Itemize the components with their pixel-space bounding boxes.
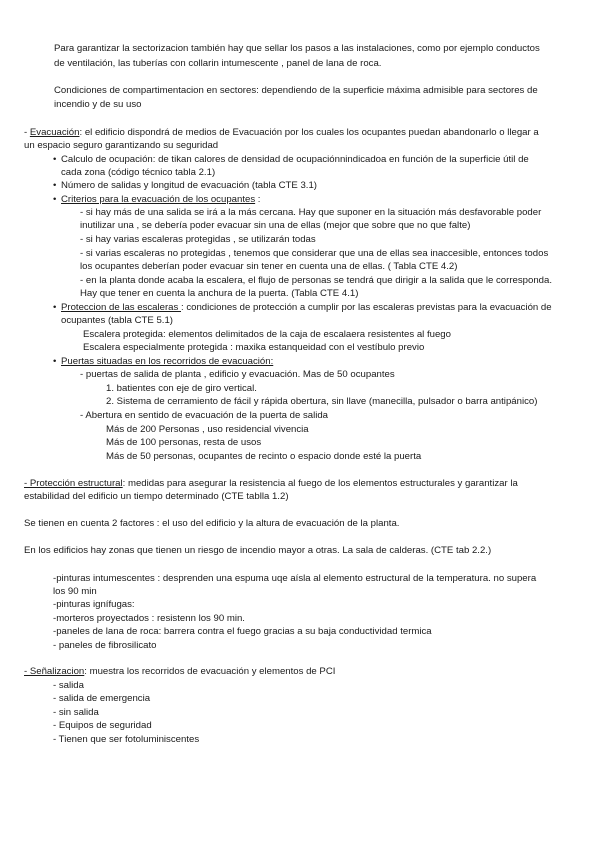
proteccion-heading: - Protección estructural [24, 478, 123, 489]
evacuacion-heading: Evacuación [29, 127, 80, 138]
evacuacion-line1: - Evacuación: el edificio dispondrá de medios de Evacuación por los cuales los ocupantes puedan abandonarlo o llegar a [24, 127, 539, 138]
criterio-1-line2: inutilizar una , se debería poder evacuar sin una de ellas (mejor que sobre que no que falte) [80, 220, 471, 231]
criterio-1-line1: - si hay más de una salida se irá a la más cercana. Hay que suponer en la situación más desfavorable poder [80, 207, 542, 218]
criterio-2: - si hay varias escaleras protegidas , se utilizarán todas [80, 234, 316, 245]
criterio-3-line1: - si varias escaleras no protegidas , tenemos que considerar que una de ellas sea inaccesible, entonces todos [80, 248, 549, 259]
senalizacion-line: - Señalizacion: muestra los recorridos de evacuación y elementos de PCI [24, 666, 336, 677]
zonas-paragraph: En los edificios hay zonas que tienen un riesgo de incendio mayor a otras. La sala de calderas. (CTE tab 2.2.) [24, 545, 492, 556]
paneles-lana-roca: -paneles de lana de roca: barrera contra el fuego gracias a su baja conductividad termica [53, 626, 432, 637]
bullet-proteccion-escaleras-line2: ocupantes (tabla CTE 5.1) [61, 315, 173, 326]
senal-item: - salida de emergencia [53, 693, 151, 704]
puertas-salida-2: 2. Sistema de cerramiento de fácil y rápida obertura, sin llave (manecilla, pulsador o barra antipánico) [106, 396, 538, 407]
pinturas-ignifugas: -pinturas ignífugas: [53, 599, 135, 610]
bullet-puertas: • Puertas situadas en los recorridos de evacuación: [61, 355, 273, 369]
abertura-200: Más de 200 Personas , uso residencial vivencia [106, 424, 309, 435]
proteccion-line2: estabilidad del edificio un tiempo determinado (CTE tablla 1.2) [24, 491, 289, 502]
intro-p2-line1: Condiciones de compartimentacion en sectores: dependiendo de la superficie máxima admisible para sectores de [54, 85, 538, 96]
senal-item: - sin salida [53, 707, 99, 718]
intro-p1-line1: Para garantizar la sectorizacion también hay que sellar los pasos a las instalaciones, como por ejemplo conductos [54, 43, 540, 54]
morteros-proyectados: -morteros proyectados : resistenn los 90 min. [53, 613, 245, 624]
pinturas-intumescentes-line2: los 90 min [53, 586, 97, 597]
evacuacion-line2: un espacio seguro garantizando su seguridad [24, 140, 219, 151]
intro-p2-line2: incendio y de su uso [54, 99, 142, 110]
escalera-especialmente-protegida: Escalera especialmente protegida : maxika estanqueidad con el vestíbulo previo [83, 342, 425, 353]
senalizacion-heading: - Señalizacion [24, 666, 85, 677]
abertura-100: Más de 100 personas, resta de usos [106, 437, 262, 448]
bullet-numero-salidas: • Número de salidas y longitud de evacuación (tabla CTE 3.1) [61, 179, 317, 193]
puertas-salida: - puertas de salida de planta , edificio y evacuación. Mas de 50 ocupantes [80, 369, 395, 380]
pinturas-intumescentes-line1: -pinturas intumescentes : desprenden una espuma uqe aísla al elemento estructural de la temperatura. no supera [53, 573, 537, 584]
bullet-calculo-line1: • Calculo de ocupación: de tikan calores de densidad de ocupaciónnindicadoa en función de la superficie útil de [61, 153, 529, 167]
escalera-protegida: Escalera protegida: elementos delimitados de la caja de escalaera resistentes al fuego [83, 329, 451, 340]
criterio-4-line2: Hay que tener en cuenta la anchura de la puerta. (Tabla CTE 4.1) [80, 288, 359, 299]
senal-item: - salida [53, 680, 84, 691]
senal-item: - Tienen que ser fotoluminiscentes [53, 734, 200, 745]
paneles-fibrosilicato: - paneles de fibrosilicato [53, 640, 157, 651]
bullet-calculo-line2: cada zona (código técnico tabla 2.1) [61, 167, 216, 178]
abertura-sentido: - Abertura en sentido de evacuación de la puerta de salida [80, 410, 329, 421]
puertas-salida-1: 1. batientes con eje de giro vertical. [106, 383, 257, 394]
abertura-50: Más de 50 personas, ocupantes de recinto o espacio donde esté la puerta [106, 451, 422, 462]
intro-p1-line2: de ventilación, las tuberías con collarin intumescente , panel de lana de roca. [54, 58, 382, 69]
criterio-3-line2: los ocupantes deberían poder evacuar sin tener en cuenta una de ellas. ( Tabla CTE 4.2) [80, 261, 458, 272]
factores-paragraph: Se tienen en cuenta 2 factores : el uso del edificio y la altura de evacuación de la planta. [24, 518, 400, 529]
bullet-criterios: • Criterios para la evacuación de los ocupantes : [61, 193, 260, 207]
bullet-proteccion-escaleras: • Proteccion de las escaleras : condiciones de protección a cumplir por las escaleras previstas para la evacuación de [61, 301, 552, 315]
criterio-4-line1: - en la planta donde acaba la escalera, el flujo de personas se tendrá que dirigir a la salida que le corresponda. [80, 275, 553, 286]
proteccion-line1: - Protección estructural: medidas para asegurar la resistencia al fuego de los elementos estructurales y garantizar la [24, 478, 518, 489]
senal-item: - Equipos de seguridad [53, 720, 152, 731]
